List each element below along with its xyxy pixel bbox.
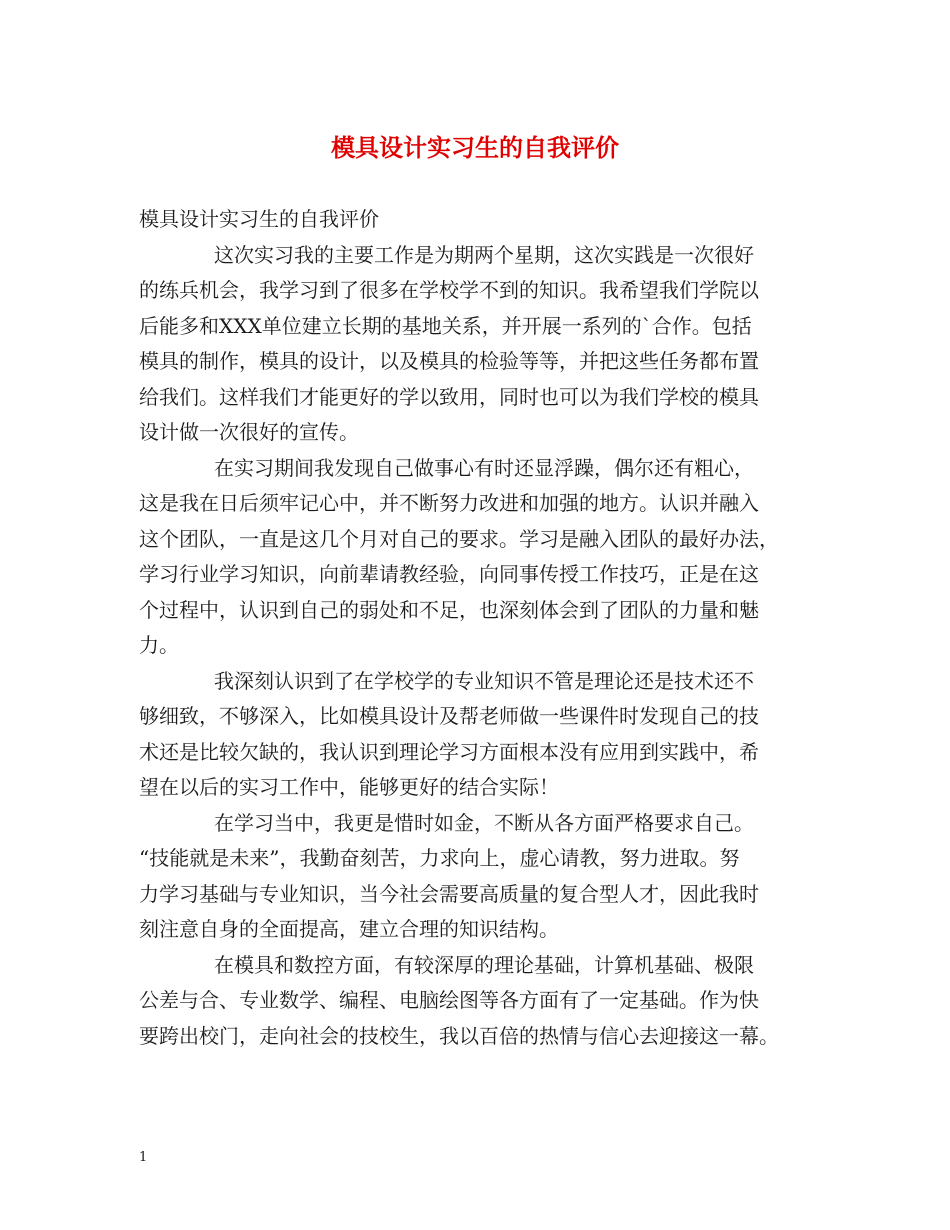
paragraph-line: 要跨出校门，走向社会的技校生，我以百倍的热情与信心去迎接这一幕。 [139,1023,779,1048]
paragraph-line: 力学习基础与专业知识，当今社会需要高质量的复合型人才，因此我时 [139,881,759,906]
paragraph-line: 的练兵机会，我学习到了很多在学校学不到的知识。我希望我们学院以 [139,278,759,302]
paragraph-line: 这是我在日后须牢记心中，并不断努力改进和加强的地方。认识并融入 [139,491,759,515]
paragraph-line: 术还是比较欠缺的，我认识到理论学习方面根本没有应用到实践中，希 [139,739,759,764]
paragraph-line: 这个团队，一直是这几个月对自己的要求。学习是融入团队的最好办法， [139,526,779,551]
paragraph-line: 望在以后的实习工作中，能够更好的结合实际！ [139,775,559,799]
paragraph-4 [139,806,815,948]
paragraph-line: 刻注意自身的全面提高，建立合理的知识结构。 [139,917,559,941]
paragraph-line: 我深刻认识到了在学校学的专业知识不管是理论还是技术还不 [214,668,754,693]
paragraph-line: 力。 [139,633,179,657]
paragraph-line: 在实习期间我发现自己做事心有时还显浮躁，偶尔还有粗心， [214,455,754,480]
paragraph-line: “技能就是未来”，我勤奋刻苦，力求向上，虚心请教，努力进取。努 [139,846,740,870]
page-number: 1 [139,1150,148,1165]
paragraph-5 [139,948,815,1055]
document-title: 模具设计实习生的自我评价 [331,133,619,162]
paragraph-line: 在学习当中，我更是惜时如金，不断从各方面严格要求自己。 [214,810,754,835]
paragraph-line: 个过程中，认识到自己的弱处和不足，也深刻体会到了团队的力量和魅 [139,597,759,622]
paragraph-2 [139,451,815,664]
document-body [139,202,815,1054]
document-subtitle: 模具设计实习生的自我评价 [139,207,379,231]
paragraph-line: 给我们。这样我们才能更好的学以致用，同时也可以为我们学校的模具 [139,384,759,409]
paragraph-line: 公差与合、专业数学、编程、电脑绘图等各方面有了一定基础。作为快 [139,988,759,1012]
paragraph-line: 后能多和XXX单位建立长期的基地关系，并开展一系列的`合作。包括 [139,313,752,338]
paragraph-line: 在模具和数控方面，有较深厚的理论基础，计算机基础、极限 [214,952,754,977]
paragraph-1 [139,238,815,451]
paragraph-line: 设计做一次很好的宣传。 [139,420,359,444]
paragraph-3 [139,664,815,806]
paragraph-line: 学习行业学习知识，向前辈请教经验，向同事传授工作技巧，正是在这 [139,562,759,586]
paragraph-line: 够细致，不够深入，比如模具设计及帮老师做一些课件时发现自己的技 [139,704,759,728]
paragraph-line: 模具的制作，模具的设计，以及模具的检验等等，并把这些任务都布置 [139,349,759,373]
paragraph-line: 这次实习我的主要工作是为期两个星期，这次实践是一次很好 [214,242,754,267]
